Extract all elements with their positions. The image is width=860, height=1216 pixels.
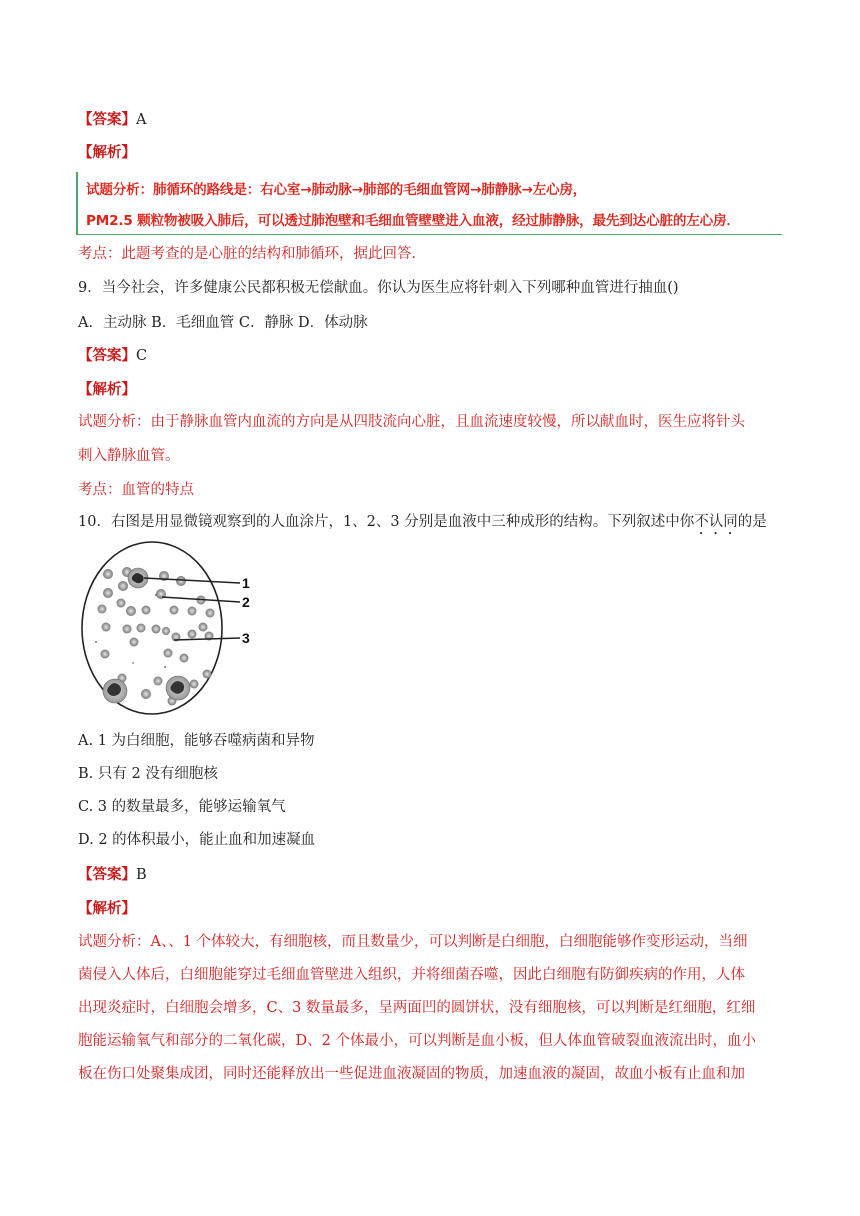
q10-option-c: C. 3 的数量最多，能够运输氧气 xyxy=(78,799,286,815)
q10-stem xyxy=(78,512,767,538)
q10-stem-main: 10．右图是用显微镜观察到的人血涂片，1、2、3 分别是血液中三种成形的结构。下列叙述中你 xyxy=(78,514,695,530)
q10-answer xyxy=(78,865,147,885)
q9-kaodian: 考点：血管的特点 xyxy=(78,482,194,498)
q8-box-line-1: 试题分析：肺循环的路线是：右心室→肺动脉→肺部的毛细血管网→肺静脉→左心房， xyxy=(86,182,587,198)
q8-answer xyxy=(78,110,146,130)
q8-kaodian: 考点：此题考查的是心脏的结构和肺循环，据此回答． xyxy=(78,246,426,262)
q9-stem: 9．当今社会，许多健康公民都积极无偿献血。你认为医生应将针刺入下列哪种血管进行抽血() xyxy=(78,280,679,296)
q10-option-d: D. 2 的体积最小，能止血和加速凝血 xyxy=(78,832,316,848)
blood-smear-figure xyxy=(78,538,284,720)
q9-answer xyxy=(78,346,147,366)
answer-value: B xyxy=(136,867,147,883)
q10-analysis-line-5: 板在伤口处聚集成团，同时还能释放出一些促进血液凝固的物质，加速血液的凝固，故血小板有止血和加 xyxy=(78,1066,745,1082)
figure-label-1: 1 xyxy=(242,575,250,591)
answer-tag: 【答案】 xyxy=(78,347,136,364)
q10-analysis-line-2: 菌侵入人体后，白细胞能穿过毛细血管壁进入组织，并将细菌吞噬，因此白细胞有防御疾病的作用，人体 xyxy=(78,967,745,983)
q10-analysis-line-4: 胞能运输氧气和部分的二氧化碳，D、2 个体最小，可以判断是血小板，但人体血管破裂血液流出时，血小 xyxy=(78,1033,756,1049)
figure-label-3: 3 xyxy=(242,630,250,646)
q10-analysis-line-3: 出现炎症时，白细胞会增多，C、3 数量最多，呈两面凹的圆饼状，没有细胞核，可以判断是红细胞，红细 xyxy=(78,1000,756,1016)
answer-tag: 【答案】 xyxy=(78,866,136,883)
q10-stem-end: 的是 xyxy=(737,514,767,530)
q10-option-a: A. 1 为白细胞，能够吞噬病菌和异物 xyxy=(78,733,315,749)
q8-box-line-2: PM2.5 颗粒物被吸入肺后，可以透过肺泡壁和毛细血管壁壁进入血液，经过肺静脉，最先到达心脏的左心房． xyxy=(86,213,740,229)
answer-value: A xyxy=(136,112,147,128)
q9-analysis-line-2: 刺入静脉血管。 xyxy=(78,448,180,464)
q8-analysis-box xyxy=(76,172,782,235)
q10-analysis-line-1: 试题分析：A、、1 个体较大，有细胞核，而且数量少，可以判断是白细胞，白细胞能够作变形运动，当细 xyxy=(78,934,748,950)
q10-option-b: B. 只有 2 没有细胞核 xyxy=(78,766,218,782)
answer-tag: 【答案】 xyxy=(78,111,136,128)
q10-analysis-tag: 【解析】 xyxy=(78,900,136,917)
q9-analysis-line-1: 试题分析：由于静脉血管内血流的方向是从四肢流向心脏，且血流速度较慢，所以献血时，医生应将针头 xyxy=(78,414,745,430)
q9-options: A．主动脉 B．毛细血管 C．静脉 D．体动脉 xyxy=(78,315,368,331)
answer-value: C xyxy=(136,348,148,364)
q10-stem-emphasis: 不认同 xyxy=(694,514,738,530)
figure-label-2: 2 xyxy=(242,594,250,610)
q9-analysis-tag: 【解析】 xyxy=(78,381,136,398)
q8-analysis-tag: 【解析】 xyxy=(78,144,136,161)
